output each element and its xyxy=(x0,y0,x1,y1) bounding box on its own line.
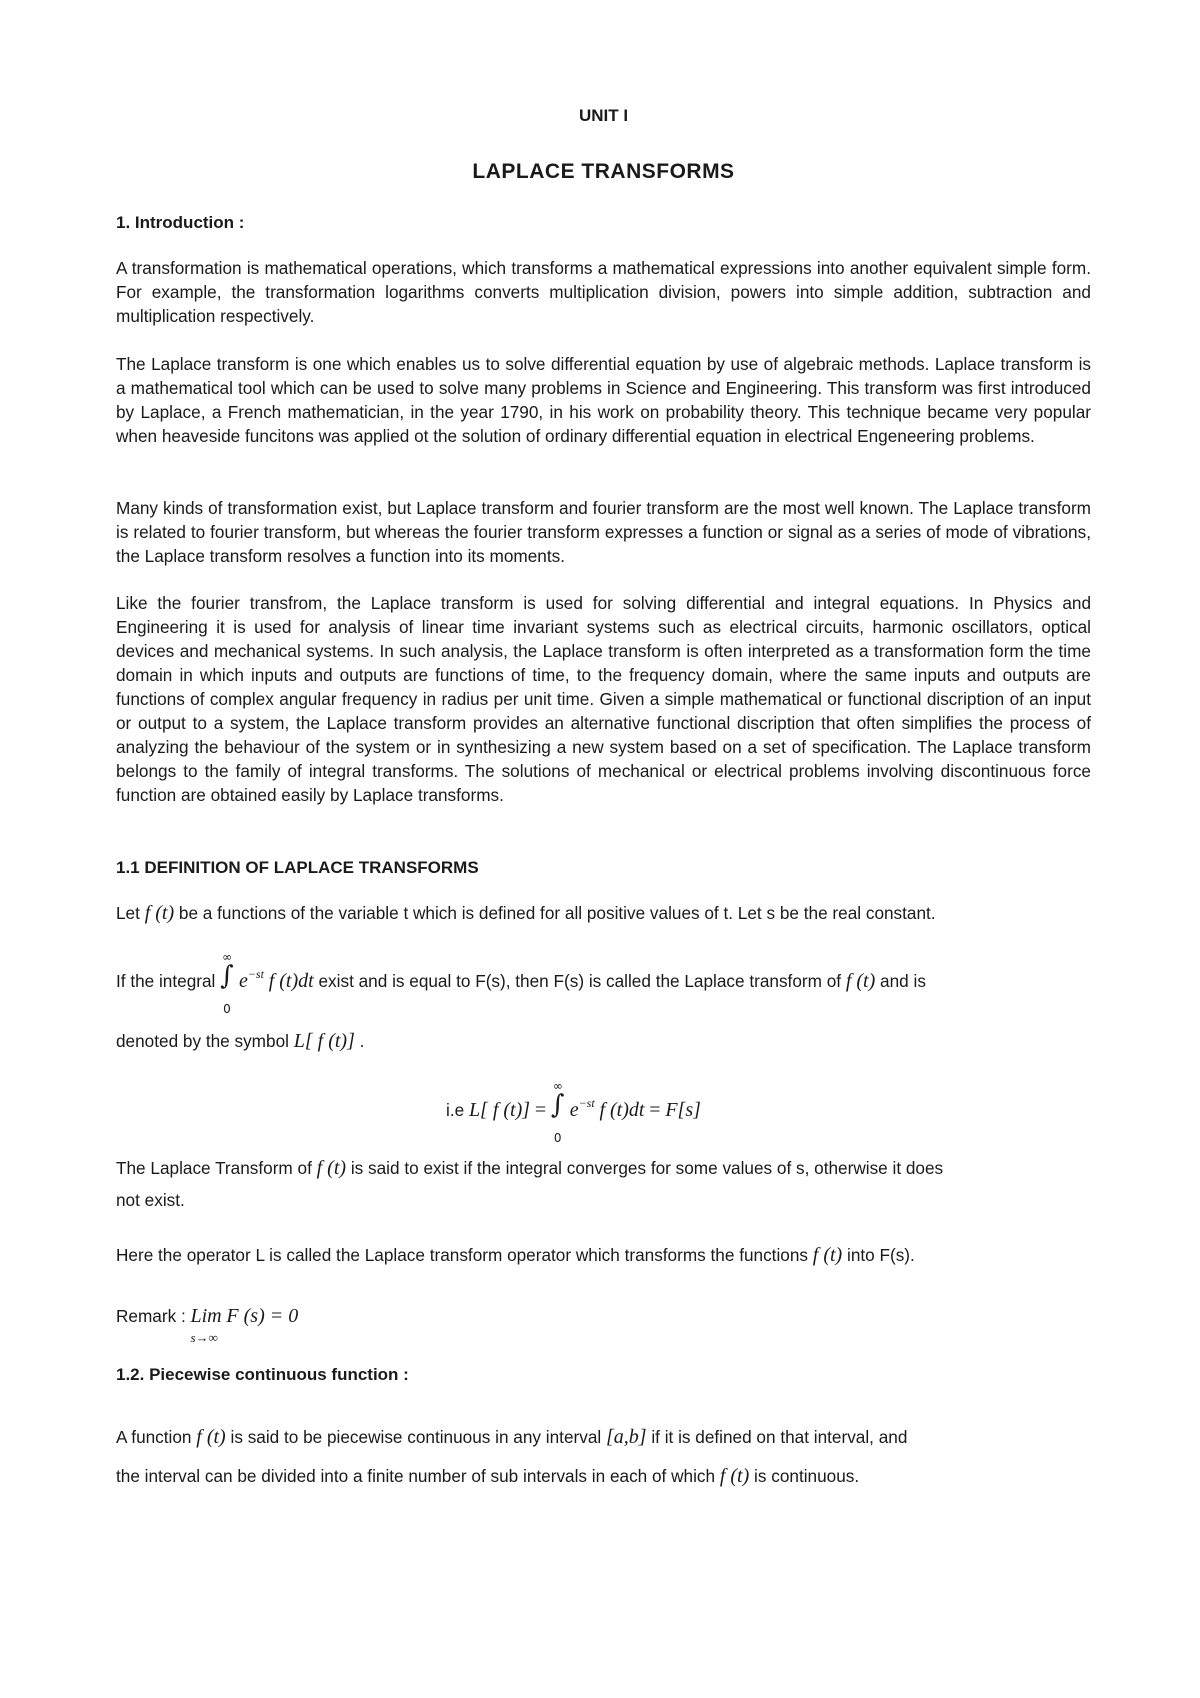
piecewise-line2-pre: the interval can be divided into a finite number of sub intervals in each of which xyxy=(116,1466,716,1486)
integral-lower-limit: 0 xyxy=(553,1131,562,1146)
f-of-t: f (t) xyxy=(812,1244,843,1266)
exist-line-2: not exist. xyxy=(116,1190,185,1210)
f-of-t-dt: f (t)dt xyxy=(268,970,314,992)
F-of-s-bracket: F[s] xyxy=(665,1099,701,1121)
f-of-t: f (t) xyxy=(845,970,876,992)
interval-ab: [a,b] xyxy=(605,1426,647,1448)
definition-heading: 1.1 DEFINITION OF LAPLACE TRANSFORMS xyxy=(116,858,479,877)
exp-power: −st xyxy=(578,1096,595,1110)
limit-expression xyxy=(190,1304,222,1345)
intro-paragraph-3: Many kinds of transformation exist, but Laplace transform and fourier transform are the most well known. The Laplace transform is related to fourier transform, but whereas the fourier transform expresses a function or signal as a series of mode of vibrations, the Laplace transform resolves a function into its moments. xyxy=(116,498,1091,566)
denoted-post-text: . xyxy=(359,1031,365,1051)
f-of-t: f (t) xyxy=(196,1426,226,1448)
denoted-pre-text: denoted by the symbol xyxy=(116,1031,289,1051)
denoted-line xyxy=(116,1029,1091,1053)
piecewise-line-2 xyxy=(116,1464,1091,1488)
let-pre-text: Let xyxy=(116,903,140,923)
integral-lower-limit: 0 xyxy=(223,1002,231,1017)
integral-line xyxy=(116,950,1091,1017)
piecewise-heading: 1.2. Piecewise continuous function : xyxy=(116,1365,409,1384)
let-post-text: be a functions of the variable t which is defined for all positive values of t. Let s be the real constant. xyxy=(178,903,936,923)
operator-post-text: into F(s). xyxy=(847,1245,915,1265)
f-of-t: f (t) xyxy=(144,902,175,924)
exp-base: e xyxy=(238,970,248,992)
operator-pre-text: Here the operator L is called the Laplace transform operator which transforms the functions xyxy=(116,1245,808,1265)
piecewise-line-1 xyxy=(116,1425,1091,1449)
exp-base: e xyxy=(569,1099,579,1121)
equals-sign: = xyxy=(534,1099,547,1121)
unit-label: UNIT I xyxy=(578,106,629,125)
piecewise-pre-text: A function xyxy=(116,1427,192,1447)
piecewise-line2-post: is continuous. xyxy=(754,1466,860,1486)
remark-label: Remark : xyxy=(116,1306,186,1326)
lim-subscript: s→∞ xyxy=(190,1330,218,1345)
integral-upper-limit: ∞ xyxy=(222,950,233,965)
if-pre-text: If the integral xyxy=(116,971,216,991)
piecewise-post-text: if it is defined on that interval, and xyxy=(651,1427,908,1447)
equals-sign: = xyxy=(649,1099,661,1121)
operator-line xyxy=(116,1243,1091,1267)
remark-line xyxy=(116,1304,1091,1345)
exist-pre-text: The Laplace Transform of xyxy=(116,1158,312,1178)
ie-text: i.e xyxy=(446,1100,465,1120)
laplace-symbol: L[ f (t)] xyxy=(293,1030,355,1052)
f-of-t-dt: f (t)dt xyxy=(599,1099,645,1121)
intro-paragraph-2: The Laplace transform is one which enables us to solve differential equation by use of algebraic methods. Laplace transform is a mathematical tool which can be used to solve many problems in Science and Engineering. This transform was first introduced by Laplace, a French mathematician, in the year 1790, in his work on probability theory. This technique became very popular when heaveside funcitons was applied ot the solution of ordinary differential equation in electrical Engeneering problems. xyxy=(116,354,1091,446)
if-mid-text: exist and is equal to F(s), then F(s) is called the Laplace transform of xyxy=(318,971,842,991)
exp-power: −st xyxy=(247,967,264,981)
definition-equation xyxy=(446,1079,846,1146)
laplace-symbol: L[ f (t)] xyxy=(468,1099,531,1121)
f-of-t: f (t) xyxy=(719,1465,750,1487)
intro-paragraph-4: Like the fourier transfrom, the Laplace transform is used for solving differential and integral equations. In Physics and Engineering it is used for analysis of linear time invariant systems such as electrical circuits, harmonic oscillators, optical devices and mechanical systems. In such analysis, the Laplace transform is often interpreted as a transformation form the time domain in which inputs and outputs are functions of time, to the frequency domain, where the same inputs and outputs are functions of complex angular frequency in radius per unit time. Given a simple mathematical or functional discription of an input or output to a system, the Laplace transform provides an alternative functional discription that often simplifies the process of analyzing the behaviour of the system or in synthesizing a new system based on a set of specification. The Laplace transform belongs to the family of integral transforms. The solutions of mechanical or electrical problems involving discontinuous force function are obtained easily by Laplace transforms. xyxy=(116,593,1091,805)
exist-line xyxy=(116,1156,1091,1180)
lim-text: Lim xyxy=(190,1305,222,1327)
let-line xyxy=(116,901,1091,925)
integral-upper-limit: ∞ xyxy=(552,1079,563,1094)
if-post-text: and is xyxy=(880,971,926,991)
F-of-s-zero: F (s) = 0 xyxy=(226,1305,299,1327)
piecewise-mid-text: is said to be piecewise continuous in any interval xyxy=(230,1427,602,1447)
intro-heading: 1. Introduction : xyxy=(116,213,245,232)
f-of-t: f (t) xyxy=(316,1157,347,1179)
integral-sign: ∫ ∞ 0 xyxy=(220,970,234,994)
integral-sign: ∫ ∞ 0 xyxy=(551,1099,565,1123)
intro-paragraph-1: A transformation is mathematical operations, which transforms a mathematical expressions into another equivalent simple form. For example, the transformation logarithms converts multiplication division, powers into simple addition, subtraction and multiplication respectively. xyxy=(116,258,1091,326)
exist-post-text: is said to exist if the integral converges for some values of s, otherwise it does xyxy=(350,1158,944,1178)
page-title: LAPLACE TRANSFORMS xyxy=(472,160,735,183)
